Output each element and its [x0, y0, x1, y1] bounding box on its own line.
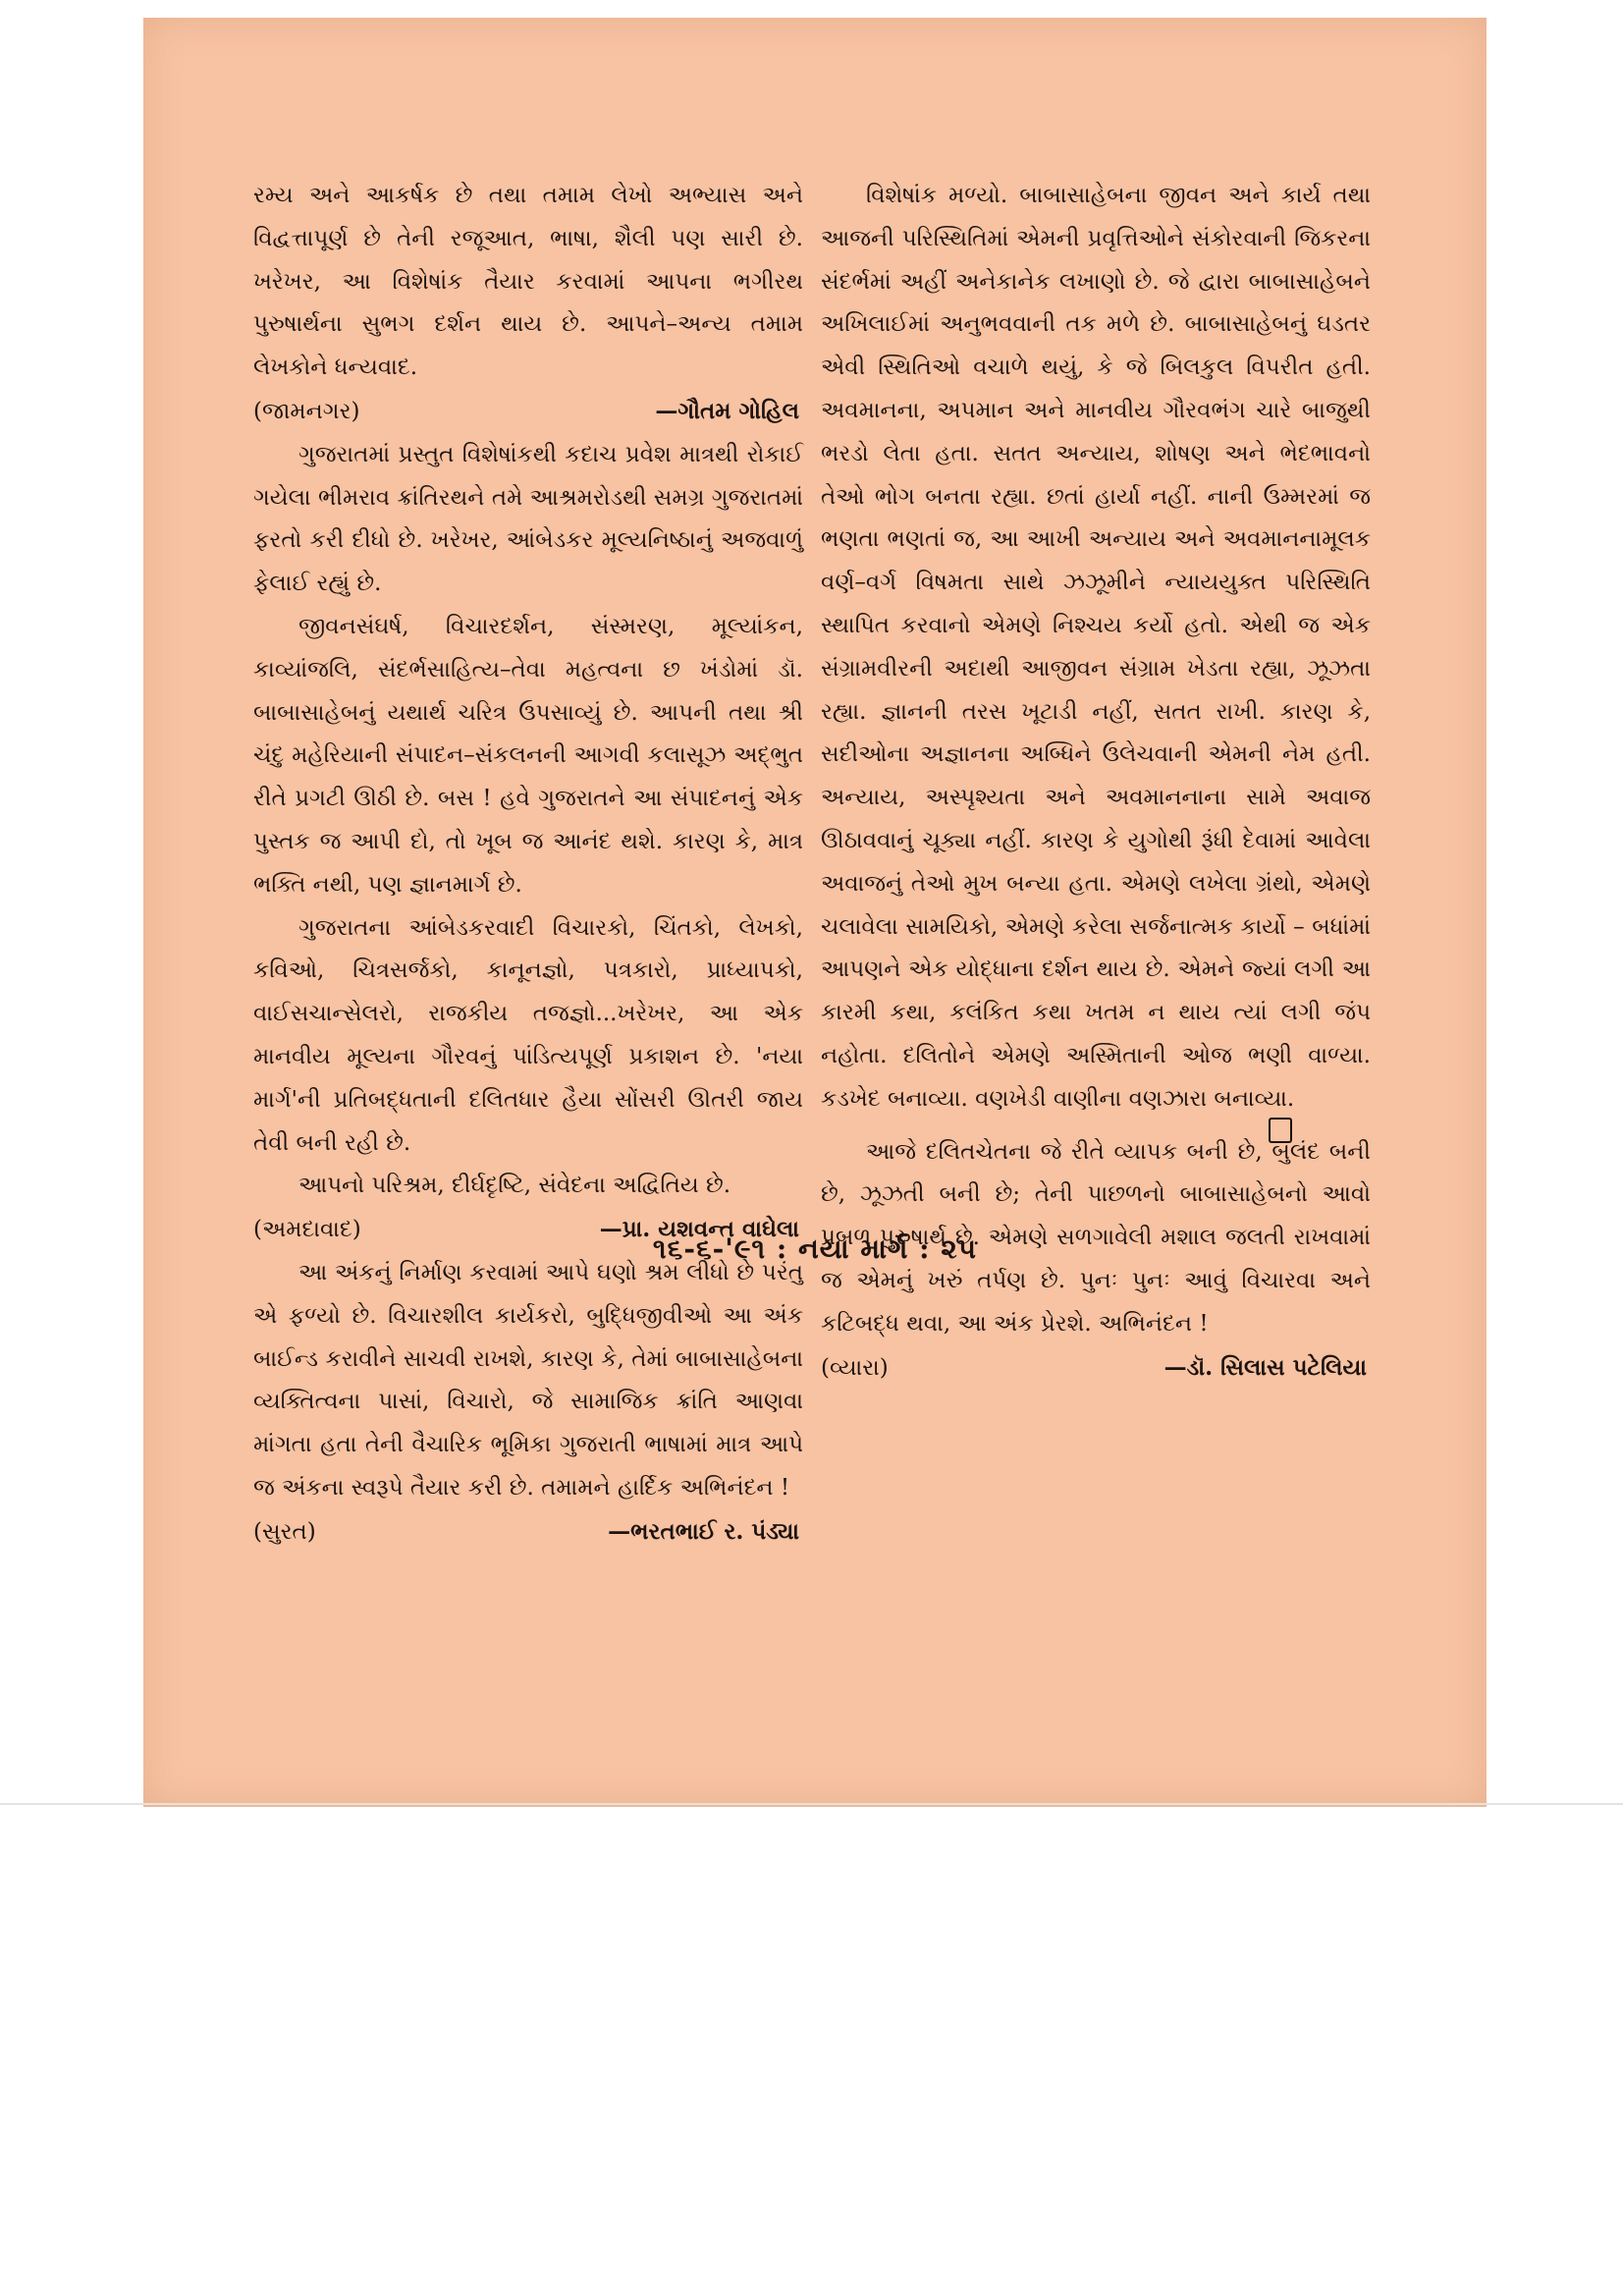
left-column: [253, 175, 803, 1555]
letter-2-para-2: જીવનસંઘર્ષ, વિચારદર્શન, સંસ્મરણ, મૂલ્યાંકન, કાવ્યાંજલિ, સંદર્ભસાહિત્ય–તેવા મહત્વના છ ખંડોમાં ડૉ. બાબાસાહેબનું યથાર્થ ચરિત્ર ઉપસાવ્યું છે. આપની તથા શ્રી ચંદુ મહેરિયાની સંપાદન–સંકલનની આગવી કલાસૂઝ અદ્ભુત રીતે પ્રગટી ઊઠી છે. બસ ! હવે ગુજરાતને આ સંપાદનનું એક પુસ્તક જ આપી દો, તો ખૂબ જ આનંદ થશે. કારણ કે, માત્ર ભક્તિ નથી, પણ જ્ઞાનમાર્ગ છે.: [253, 613, 803, 898]
letter-2-place: (અમદાવાદ): [253, 1217, 361, 1243]
letter-2-para-3: ગુજરાતના આંબેડકરવાદી વિચારકો, ચિંતકો, લેખકો, કવિઓ, ચિત્રસર્જકો, કાનૂનજ્ઞો, પત્રકારો, પ્રાધ્યાપકો, વાઈસચાન્સેલરો, રાજકીય તજજ્ઞો...ખરેખર, આ એક માનવીય મૂલ્યના ગૌરવનું પાંડિત્યપૂર્ણ પ્રકાશન છે. 'નયા માર્ગ'ની પ્રતિબદ્ધતાની દલિતધાર હૈયા સોંસરી ઊતરી જાય તેવી બની રહી છે.: [253, 914, 803, 1156]
page-footer: ૧૬-૬-'૯૧ : નયા માર્ગ : ૨૫: [652, 1232, 978, 1265]
right-column: [821, 175, 1371, 1390]
letter-2-author: —પ્રા. યશવન્ત વાઘેલા: [599, 1216, 799, 1243]
letter-3-signature: [253, 1510, 803, 1555]
letter-1-body: રમ્ય અને આકર્ષક છે તથા તમામ લેખો અભ્યાસ અને વિદ્વત્તાપૂર્ણ છે તેની રજૂઆત, ભાષા, શૈલી પણ સારી છે. ખરેખર, આ વિશેષાંક તૈયાર કરવામાં આપના ભગીરથ પુરુષાર્થના સુભગ દર્શન થાય છે. આપને–અન્ય તમામ લેખકોને ધન્યવાદ.: [253, 183, 803, 381]
letter-3-place: (સુરત): [253, 1518, 316, 1545]
letter-1-author: —ગૌતમ ગોહિલ: [655, 397, 799, 424]
letter-1-signature: [253, 390, 803, 434]
letter-2-para-4: આપનો પરિશ્રમ, દીર્ઘદૃષ્ટિ, સંવેદના અદ્વિતિય છે.: [298, 1173, 731, 1199]
scan-edge-line: [0, 1803, 1623, 1805]
letter-3-author: —ભરતભાઈ ર. પંડ્યા: [608, 1517, 799, 1545]
end-of-article-mark: [1269, 1118, 1292, 1143]
letter-4-place: (વ્યારા): [821, 1354, 889, 1381]
letter-4-signature: [821, 1346, 1371, 1391]
letter-3-body: આ અંકનું નિર્માણ કરવામાં આપે ઘણો શ્રમ લીધો છે પરંતુ એ ફળ્યો છે. વિચારશીલ કાર્યકરો, બુદ્ધિજીવીઓ આ અંક બાઈન્ડ કરાવીને સાચવી રાખશે, કારણ કે, તેમાં બાબાસાહેબના વ્યક્તિત્વના પાસાં, વિચારો, જે સામાજિક ક્રાંતિ આણવા માંગતા હતા તેની વૈચારિક ભૂમિકા ગુજરાતી ભાષામાં માત્ર આપે જ અંકના સ્વરૂપે તૈયાર કરી છે. તમામને હાર્દિક અભિનંદન !: [253, 1259, 803, 1501]
letter-4-para-2: આજે દલિતચેતના જે રીતે વ્યાપક બની છે, બુલંદ બની છે, ઝૂઝતી બની છે; તેની પાછળનો બાબાસાહેબનો આવો પ્રબળ પુરુષાર્થ છે. એમણે સળગાવેલી મશાલ જલતી રાખવામાં જ એમનું ખરું તર્પણ છે. પુનઃ પુનઃ આવું વિચારવા અને કટિબદ્ધ થવા, આ અંક પ્રેરશે. અભિનંદન !: [821, 1138, 1371, 1337]
magazine-page: [143, 18, 1487, 1807]
letter-1-place: (જામનગર): [253, 398, 360, 424]
letter-2-para-1: ગુજરાતમાં પ્રસ્તુત વિશેષાંકથી કદાચ પ્રવેશ માત્રથી રોકાઈ ગયેલા ભીમરાવ ક્રાંતિરથને તમે આશ્રમરોડથી સમગ્ર ગુજરાતમાં ફરતો કરી દીધો છે. ખરેખર, આંબેડકર મૂલ્યનિષ્ઠાનું અજવાળું ફેલાઈ રહ્યું છે.: [253, 441, 803, 597]
letter-4-para-1: વિશેષાંક મળ્યો. બાબાસાહેબના જીવન અને કાર્ય તથા આજની પરિસ્થિતિમાં એમની પ્રવૃત્તિઓને સંકોરવાની જિકરના સંદર્ભમાં અહીં અનેકાનેક લખાણો છે. જે દ્વારા બાબાસાહેબને અખિલાઈમાં અનુભવવાની તક મળે છે. બાબાસાહેબનું ઘડતર એવી સ્થિતિઓ વચાળે થયું, કે જે બિલકુલ વિપરીત હતી. અવમાનના, અપમાન અને માનવીય ગૌરવભંગ ચારે બાજુથી ભરડો લેતા હતા. સતત અન્યાય, શોષણ અને ભેદભાવનો તેઓ ભોગ બનતા રહ્યા. છતાં હાર્યા નહીં. નાની ઉમ્મરમાં જ ભણતા ભણતાં જ, આ આખી અન્યાય અને અવમાનનામૂલક વર્ણ–વર્ગ વિષમતા સાથે ઝઝૂમીને ન્યાયયુક્ત પરિસ્થિતિ સ્થાપિત કરવાનો એમણે નિશ્ચય કર્યો હતો. એથી જ એક સંગ્રામવીરની અદાથી આજીવન સંગ્રામ ખેડતા રહ્યા, ઝૂઝતા રહ્યા. જ્ઞાનની તરસ ખૂટાડી નહીં, સતત રાખી. કારણ કે, સદીઓના અજ્ઞાનના અબ્ધિને ઉલેચવાની એમની નેમ હતી. અન્યાય, અસ્પૃશ્યતા અને અવમાનનાના સામે અવાજ ઊઠાવવાનું ચૂક્યા નહીં. કારણ કે યુગોથી રૂંધી દેવામાં આવેલા અવાજનું તેઓ મુખ બન્યા હતા. એમણે લખેલા ગ્રંથો, એમણે ચલાવેલા સામયિકો, એમણે કરેલા સર્જનાત્મક કાર્યો – બધાંમાં આપણને એક યોદ્ધાના દર્શન થાય છે. એમને જ્યાં લગી આ કારમી કથા, કલંકિત કથા ખતમ ન થાય ત્યાં લગી જંપ નહોતા. દલિતોને એમણે અસ્મિતાની ઓજ ભણી વાળ્યા. કડખેદ બનાવ્યા. વણખેડી વાણીના વણઝારા બનાવ્યા.: [821, 183, 1371, 1112]
letter-4-author: —ડૉ. સિલાસ પટેલિયા: [1163, 1353, 1367, 1381]
